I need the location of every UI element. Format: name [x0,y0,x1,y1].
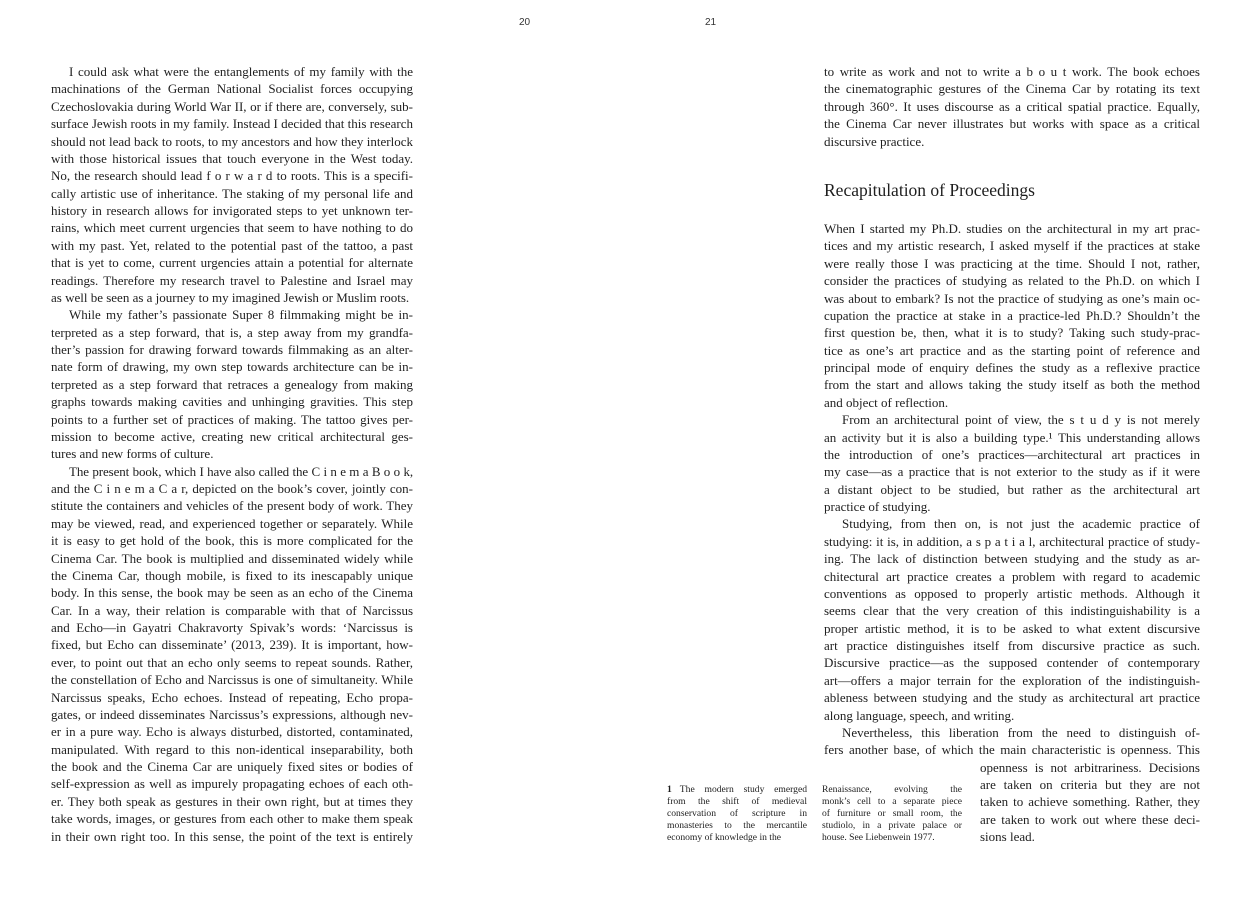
text-line: take words, images, or gestures from each other to make them speak [51,811,413,827]
text-line: art practice distinguishes itself from discursive practice as such. [824,638,1200,653]
text-line: mission to become active, creating new critical architectural ges- [51,428,413,444]
text-line: Czechoslovakia during World War II, or if there are, conversely, sub- [51,98,413,114]
text-line: rains, which meet current urgencies that seem to have nothing to do [51,220,413,236]
text-line: When I started my Ph.D. studies on the architectural in my art prac- [824,221,1200,236]
footnote-number: 1 [667,784,672,795]
text-line: may be viewed, read, and experienced together or separately. While [51,515,413,531]
text-line: that is yet to come, current urgencies attain a potential for alternate [51,255,413,271]
text-line: sions lead. [980,829,1035,845]
footnote-line [667,784,807,796]
footnote-line: of furniture or small room, the [822,808,962,820]
text-line: Narcissus speaks, Echo echoes. Instead of repeating, Echo propa- [51,689,413,705]
text-line: cupation the practice at stake in a practice-led Ph.D.? Shouldn’t the [824,307,1200,323]
text-line: terpreted as a step forward, that is, a step away from my grandfa- [51,324,413,340]
text-line: proper artistic method, it is to be asked to what extent discursive [824,620,1200,636]
text-line: conventions as opposed to properly artistic methods. Although it [824,585,1200,601]
text-line: and Echo—in Gayatri Chakravorty Spivak’s words: ‘Narcissus is [51,620,413,635]
text-line: were really those I was practicing at the time. Should I not, rather, [824,255,1200,271]
footnote-line: studiolo, in a private palace or [822,820,962,832]
footnote-line: conservation of scripture in [667,808,807,820]
text-line: from the start and allows taking the study itself as both the method [824,377,1200,393]
text-line: consider the practices of studying as related to the Ph.D. on which I [824,273,1200,289]
text-line: readings. Therefore my research travel to Palestine and Israel may [51,272,413,288]
text-line: ther’s passion for drawing forward towards filmmaking as an alter- [51,342,413,357]
text-line: in their own right too. In this sense, the point of the text is entirely [51,828,413,844]
text-line: fers another base, of which the main characteristic is openness. This [824,742,1200,758]
text-line: history in research allows for invigorated steps to yet unknown ter- [51,203,413,218]
right-page-body [824,220,1200,846]
page-number-left: 20 [519,17,531,28]
text-line: the introduction of one’s practices—architectural art practices in [824,446,1200,462]
text-line: er in a pure way. Echo is always disturbed, distorted, contaminated, [51,724,413,740]
text-line: and object of reflection. [824,394,949,410]
text-line: From an architectural point of view, the s t u d y is not merely [842,412,1200,428]
text-line: body. In this sense, the book may be seen as an echo of the Cinema [51,585,413,601]
text-line: graphs towards making cavities and unhinging gravities. This step [51,394,413,410]
text-line: the Cinema Car, though mobile, is fixed to its inescapably unique [51,567,413,583]
text-line: with those historical issues that touch everyone in the West today. [51,150,413,166]
right-page-intro [824,63,1200,150]
text-line: No, the research should lead f o r w a r d to roots. This is a specifi- [51,168,413,184]
text-line: taken to achieve something. Rather, they [980,794,1200,810]
text-line: the book and the Cinema Car are uniquely fixed sites or bodies of [51,759,413,774]
page-number-right: 21 [705,17,717,28]
text-line: along language, speech, and writing. [824,707,1015,723]
text-line: discursive practice. [824,133,925,149]
text-line: through 360°. It uses discourse as a critical spatial practice. Equally, [824,98,1200,114]
text-line: manipulated. With regard to this non-identical inseparability, both [51,741,413,757]
text-line: art—offers a major terrain for the exploration of the indistinguish- [824,672,1200,688]
text-line: practice of studying. [824,499,931,514]
text-line: seems clear that the very creation of this indistinguishability is a [824,603,1200,619]
text-line: The present book, which I have also called the C i n e m a B o o k, [69,463,413,479]
text-line: tures and new forms of culture. [51,446,214,462]
text-line: surface Jewish roots in my family. Instead I decided that this research [51,116,413,132]
text-line: should not lead back to roots, to my ancestors and how they interlock [51,133,413,149]
text-line: to write as work and not to write a b o u t work. The book echoes [824,64,1200,79]
text-line: the constellation of Echo and Narcissus is one of simultaneity. While [51,672,413,688]
text-line: stitute the containers and vehicles of the present body of work. They [51,498,413,514]
text-line: er. They both speak as gestures in their own right, but at times they [51,793,413,809]
footnote-text: The modern study emerged [679,784,807,795]
text-line: the cinematographic gestures of the Cinema Car by rotating its text [824,81,1200,97]
text-line: first question be, then, what it is to study? Taking such study-prac- [824,325,1200,341]
text-line: machinations of the German National Socialist forces occupying [51,81,413,97]
footnote-column-1 [667,784,807,844]
footnote-line: Renaissance, evolving the [822,784,962,795]
text-line: and the C i n e m a C a r, depicted on the book’s cover, jointly con- [51,481,413,496]
footnote-column-2 [822,784,962,844]
text-line: ing. The lack of distinction between studying and the study as ar- [824,551,1200,567]
text-line: Car. In a way, their relation is comparable with that of Narcissus [51,602,413,618]
text-line: ableness between studying and the study as architectural art practice [824,690,1200,706]
text-line: the Cinema Car never illustrates but works with space as a critical [824,116,1200,132]
text-line: was about to embark? Is not the practice of studying as one’s main oc- [824,290,1200,306]
text-line: my case—as a practice that is not exterior to the study as if it were [824,464,1200,480]
text-line: with my past. Yet, related to the potential past of the tattoo, a past [51,237,413,253]
section-heading: Recapitulation of Proceedings [824,180,1035,200]
text-line: as well be seen as a journey to my imagined Jewish or Muslim roots. [51,289,410,305]
text-line: gates, or indeed disseminates Narcissus’s expressions, although nev- [51,706,413,722]
footnote-line: monk’s cell to a separate piece [822,796,962,808]
text-line: fixed, but Echo can disseminate’ (2013, 239). It is important, how- [51,637,413,653]
text-line: principal mode of enquiry defines the study as a reflexive practice [824,360,1200,375]
text-line: Cinema Car. The book is multiplied and disseminated widely while [51,550,413,566]
text-line: are taken on criteria but they are not [980,777,1200,792]
text-line: ever, to point out that an echo only seems to repeat sounds. Rather, [51,654,413,670]
text-line: nate form of drawing, my own step towards architecture can be in- [51,359,413,375]
left-page-body [51,63,413,845]
text-line: chitectural art practice creates a problem with regard to academic [824,568,1200,584]
text-line: While my father’s passionate Super 8 filmmaking might be in- [69,307,413,323]
text-line: self-expression as well as impurely propagating echoes of each oth- [51,776,413,792]
text-line: cally artistic use of inheritance. The staking of my personal life and [51,185,413,201]
text-line: Discursive practice—as the supposed contender of contemporary [824,655,1200,671]
text-line: are taken to work out where these deci- [980,811,1200,827]
footnote-line: economy of knowledge in the [667,832,782,844]
text-line: it is easy to get hold of the book, this is more complicated for the [51,533,413,549]
text-line: I could ask what were the entanglements of my family with the [69,64,413,79]
footnote-line: house. See Liebenwein 1977. [822,832,935,844]
text-line: an activity but it is also a building type.¹ This understanding allows [824,429,1200,445]
text-line: a distant object to be studied, but rather as the architectural art [824,481,1200,497]
footnote-line: monasteries to the mercantile [667,820,807,832]
text-line: terpreted as a step forward that retraces a genealogy from making [51,376,413,392]
text-line: tice as one’s art practice and as the starting point of reference and [824,342,1200,358]
text-line: points to a further set of practices of making. The tattoo gives per- [51,411,413,427]
text-line: studying: it is, in addition, a s p a t i a l, architectural practice of study- [824,533,1200,549]
text-line: Studying, from then on, is not just the academic practice of [842,516,1200,532]
text-line: tices and my artistic research, I asked myself if the practices at stake [824,238,1200,254]
text-line: Nevertheless, this liberation from the need to distinguish of- [842,724,1200,740]
footnote-line: from the shift of medieval [667,796,807,808]
text-line: openness is not arbitrariness. Decisions [980,759,1200,775]
